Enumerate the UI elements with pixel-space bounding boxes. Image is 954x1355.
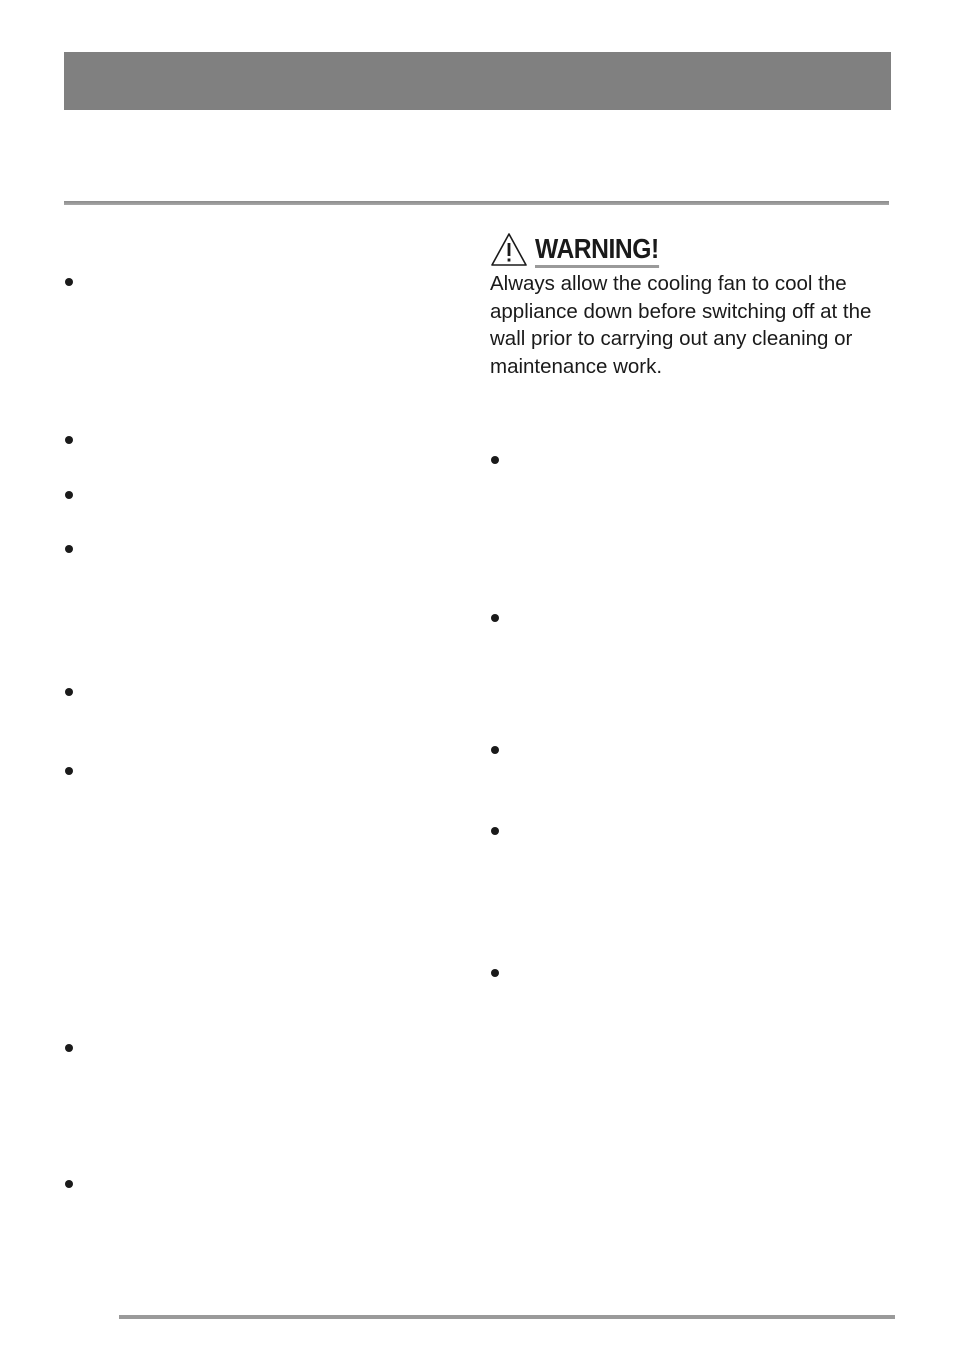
list-item-bullet (65, 688, 73, 696)
warning-triangle-icon (490, 232, 528, 268)
list-item-bullet (65, 278, 73, 286)
footer-divider (119, 1315, 895, 1319)
list-item-bullet (491, 969, 499, 977)
list-item-bullet (65, 545, 73, 553)
list-item-bullet (65, 1180, 73, 1188)
warning-heading (490, 232, 676, 268)
warning-body-text: Always allow the cooling fan to cool the appliance down before switching off at the wall prior to carrying out any cleaning or maintenance work. (490, 272, 872, 378)
list-item-bullet (65, 491, 73, 499)
list-item-bullet (491, 456, 499, 464)
list-item-bullet (491, 614, 499, 622)
header-bar (64, 52, 891, 110)
list-item-bullet (65, 436, 73, 444)
list-item-bullet (491, 827, 499, 835)
warning-title: WARNING! (535, 233, 659, 268)
list-item-bullet (65, 1044, 73, 1052)
section-divider (64, 201, 889, 205)
list-item-bullet (65, 767, 73, 775)
list-item-bullet (491, 746, 499, 754)
